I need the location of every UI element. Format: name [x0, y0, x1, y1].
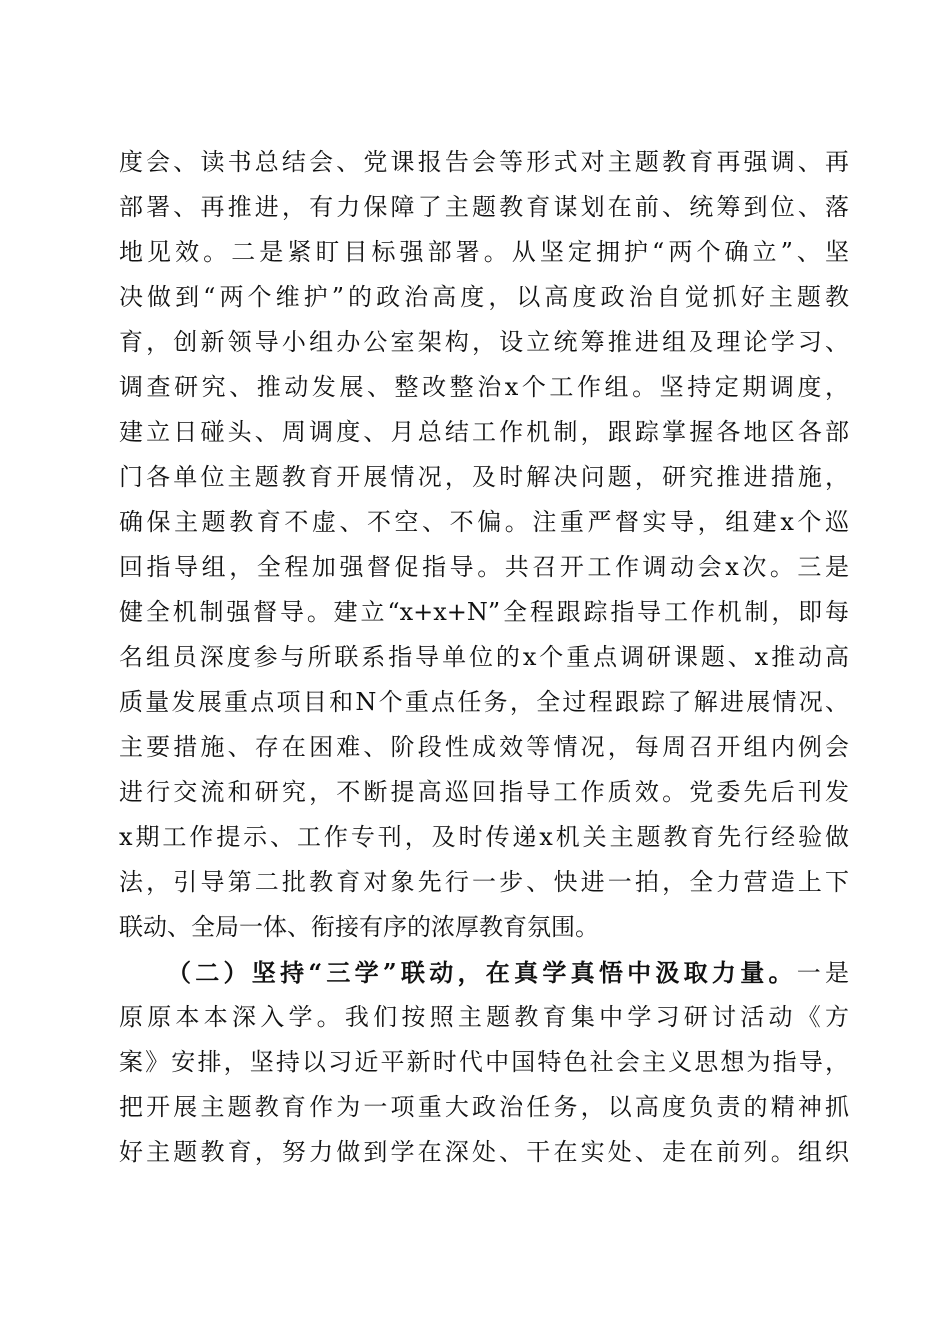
text-line-12: 名组员深度参与所联系指导单位的x个重点调研课题、x推动高: [119, 643, 849, 671]
text-line-17: 法，引导第二批教育对象先行一步、快进一拍，全力营造上下: [119, 868, 849, 896]
section-line-3: 把开展主题教育作为一项重大政治任务，以高度负责的精神抓: [119, 1093, 849, 1121]
section-line-1: 原原本本深入学。我们按照主题教育集中学习研讨活动《方: [119, 1003, 849, 1031]
text-line-5: 育，创新领导小组办公室架构，设立统筹推进组及理论学习、: [119, 328, 849, 356]
text-line-2: 部署、再推进，有力保障了主题教育谋划在前、统筹到位、落: [119, 193, 849, 221]
section-line-4: 好主题教育，努力做到学在深处、干在实处、走在前列。组织: [119, 1138, 849, 1166]
text-line-1: 度会、读书总结会、党课报告会等形式对主题教育再强调、再: [119, 148, 849, 176]
section-heading-tail: 一是: [796, 959, 850, 987]
text-line-9: 确保主题教育不虚、不空、不偏。注重严督实导，组建x个巡: [119, 508, 849, 536]
text-line-4: 决做到“两个维护”的政治高度，以高度政治自觉抓好主题教: [119, 283, 849, 311]
section-heading-line: [119, 950, 849, 995]
text-line-3: 地见效。二是紧盯目标强部署。从坚定拥护“两个确立”、坚: [119, 238, 849, 266]
text-line-10: 回指导组，全程加强督促指导。共召开工作调动会x次。三是: [119, 553, 849, 581]
text-line-6: 调查研究、推动发展、整改整治x个工作组。坚持定期调度，: [119, 373, 849, 401]
text-line-11: 健全机制强督导。建立“x+x+N”全程跟踪指导工作机制，即每: [119, 598, 849, 626]
text-line-14: 主要措施、存在困难、阶段性成效等情况，每周召开组内例会: [119, 733, 849, 761]
section-line-2: 案》安排，坚持以习近平新时代中国特色社会主义思想为指导，: [119, 1048, 849, 1076]
section-heading: （二）坚持“三学”联动，在真学真悟中汲取力量。: [167, 958, 797, 987]
text-line-13: 质量发展重点项目和N个重点任务，全过程跟踪了解进展情况、: [119, 688, 849, 716]
text-line-16: x期工作提示、工作专刊，及时传递x机关主题教育先行经验做: [119, 823, 849, 851]
text-line-18: 联动、全局一体、衔接有序的浓厚教育氛围。: [119, 913, 599, 941]
text-line-8: 门各单位主题教育开展情况，及时解决问题，研究推进措施，: [119, 463, 849, 491]
body-text: [119, 140, 849, 1175]
text-line-7: 建立日碰头、周调度、月总结工作机制，跟踪掌握各地区各部: [119, 418, 849, 446]
text-line-15: 进行交流和研究，不断提高巡回指导工作质效。党委先后刊发: [119, 778, 849, 806]
